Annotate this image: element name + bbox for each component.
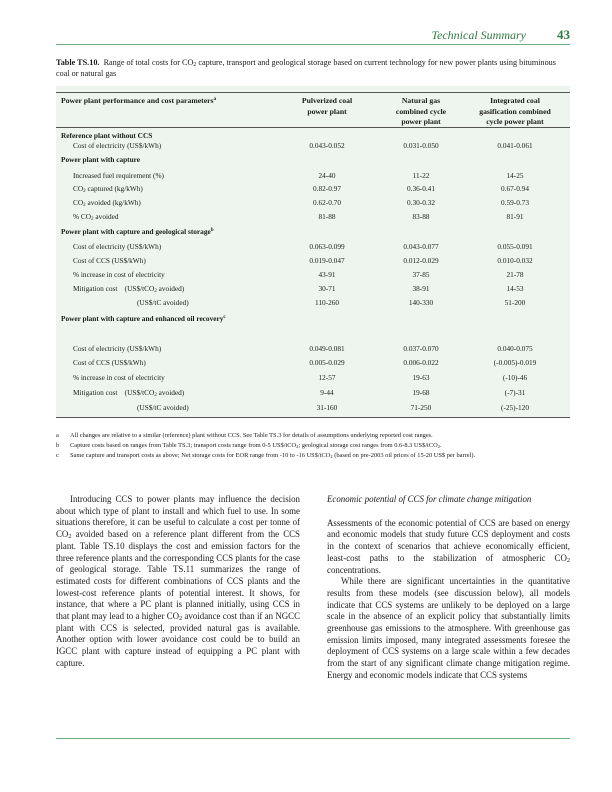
left-paragraph [56,494,300,670]
cell-igcc: (-7)-31 [504,388,526,397]
col-header-param-sup: a [213,96,217,102]
col-header-igcc-line1: Integrated coal [490,96,540,105]
left-p1-sub2: 2 [179,615,183,623]
footnote-c [56,452,570,461]
row-label: Cost of electricity (US$/kWh) [73,344,162,353]
caption-sub: 2 [193,62,197,68]
section-capture: Power plant with capture [61,155,140,164]
col-header-param [61,96,281,107]
body-right-column [327,494,570,682]
table-header-rule [56,127,570,128]
cell-pc: 0.019-0.047 [309,256,345,265]
cell-igcc: 0.010-0.032 [497,256,533,265]
col-header-param-text: Power plant performance and cost parameters [61,96,214,105]
footnote-text-b: ; geological storage cost ranges from 0.6-8.3 US$/tCO [298,441,438,449]
row-label: Cost of electricity (US$/kWh) [73,242,162,251]
cell-pc: 43-91 [318,270,336,279]
row-label: (US$/tC avoided) [137,403,189,412]
footnote-text-c: . [439,441,442,449]
footer-rule [56,738,570,739]
footnote-sub: 2 [296,443,299,449]
cell-ngcc: 0.30-0.32 [407,198,435,207]
table-label: Table TS.10. [56,58,100,67]
cell-igcc: (-10)-46 [502,373,528,382]
footnote-text: All changes are relative to a similar (reference) plant without CCS. See Table TS.3 for details of assumptions underlying reported cost ranges. [70,432,433,439]
cell-pc: 0.043-0.052 [309,141,345,150]
section-eor-sup: c [223,314,226,320]
page-number: 43 [557,27,570,42]
col-header-igcc [458,96,572,128]
row-label [73,212,119,222]
row-label-a: CO [73,198,84,207]
cell-pc: 9-44 [320,388,334,397]
row-label-b: avoided (kg/kWh) [85,198,141,207]
cell-pc: 110-260 [314,298,340,307]
cell-igcc: 21-78 [506,270,524,279]
cell-ngcc: 71-250 [410,403,432,412]
cell-pc: 12-57 [318,373,336,382]
cell-pc: 0.62-0.70 [313,198,341,207]
section-reference-plant: Reference plant without CCS [61,131,153,140]
row-label-sub: 2 [154,392,157,398]
footnote-sub: 2 [437,443,440,449]
row-label-sub: 2 [83,188,86,194]
row-label: Cost of CCS (US$/kWh) [73,256,146,265]
caption-text-b: capture, transport and geological storage based on current technology for new power plants using bituminous coal or natural gas [56,58,556,78]
row-label: (US$/tC avoided) [137,298,189,307]
row-label-b: avoided [93,212,119,221]
caption-text-a: Range of total costs for CO [103,58,194,67]
running-title: Technical Summary [431,28,526,42]
cell-igcc: 51-200 [504,298,526,307]
footnote-symbol: c [56,451,59,459]
cell-ngcc: 0.037-0.070 [403,344,439,353]
footnote-symbol: a [56,432,59,439]
col-header-ngcc-line1: Natural gas [401,96,441,105]
cell-ngcc: 11-22 [412,171,430,180]
body-left-column [56,494,300,670]
cell-ngcc: 0.043-0.077 [403,242,439,251]
row-label [73,284,184,294]
cell-ngcc: 38-91 [412,284,430,293]
table-bottom-rule [56,417,570,418]
footnote-b [56,442,570,451]
row-label-sub: 2 [154,288,157,294]
cell-pc: 0.005-0.029 [309,358,345,367]
footnote-symbol: b [56,441,60,449]
footnote-text-b: (based on pre-2003 oil prices of 15-20 US$ per barrel). [332,451,476,459]
left-p1-b: avoided based on a reference plant different from the CCS plant. Table TS.10 displays the cost and emission factors for the three reference plants and the corresponding CCS plants for the case of geological storage. Table TS.11 summarizes the range of estimated costs for different combinations of CCS plants and the lowest-cost reference plants of potential interest. It shows, for instance, that where a PC plant is planned initially, using CCS in that plant may lead to a higher CO [56,529,300,622]
cell-pc: 0.049-0.081 [309,344,345,353]
row-label: % increase in cost of electricity [73,373,165,382]
row-label-a: CO [73,184,84,193]
row-label [73,184,143,194]
row-label-a: % CO [73,212,92,221]
cell-ngcc: 83-88 [412,212,430,221]
left-p1-sub: 2 [68,533,72,541]
page-header [56,28,570,44]
row-label: Increased fuel requirement (%) [73,171,164,180]
row-label: Cost of CCS (US$/kWh) [73,358,146,367]
cell-igcc: 0.67-0.94 [501,184,529,193]
section-enhanced-oil-recovery [61,314,251,324]
section-geological-text: Power plant with capture and geological storage [61,227,211,236]
section-heading: Economic potential of CCS for climate change mitigation [327,494,532,504]
cell-ngcc: 140-330 [408,298,434,307]
cell-ngcc: 0.36-0.41 [407,184,435,193]
table-footnotes [56,432,570,461]
col-header-pc-line2: power plant [307,106,347,116]
section-geological-sup: b [210,227,214,233]
cell-pc: 31-160 [316,403,338,412]
col-header-igcc-line3: cycle power plant [486,117,544,126]
cell-igcc: (-25)-120 [501,403,529,412]
right-p1-a: Assessments of the economic potential of CCS are based on energy and economic models that study future CCS deployment and costs in the context of scenarios that achieve economically efficient, least-cost paths to the stabilization of atmospheric CO [327,517,570,563]
header-rule [56,44,570,45]
cell-ngcc: 19-68 [412,388,430,397]
right-paragraph-2: While there are significant uncertainties in the quantitative results from these models (see discussion below), all models indicate that CCS systems are unlikely to be deployed on a large scale in the absence of an explicit policy that substantially limits greenhouse gas emissions to the atmosphere. With greenhouse gas emission limits imposed, many integrated assessments foresee the deployment of CCS systems on a large scale within a few decades from the start of any significant climate change mitigation regime. Energy and economic models indicate that CCS systems [327,576,570,680]
cell-igcc: 0.041-0.061 [497,141,533,150]
footnote-text-a: Same capture and transport costs as above; Net storage costs for EOR range from -10 to -16 US$/tCO [70,451,331,459]
row-label-sub: 2 [83,202,86,208]
row-label-sub: 2 [91,216,94,222]
right-p1-sub: 2 [566,556,570,564]
cell-ngcc: 19-63 [412,373,430,382]
footnote-text-a: Capture costs based on ranges from Table TS.3; transport costs range from 0-5 US$/tCO [70,441,297,449]
cell-pc: 24-40 [318,171,336,180]
row-label [73,388,184,398]
cell-igcc: 0.055-0.091 [497,242,533,251]
row-label-b: captured (kg/kWh) [85,184,143,193]
right-p1-b: concentrations. [327,564,381,575]
row-label-b: avoided) [156,284,185,293]
section-eor-text: Power plant with capture and enhanced oil recovery [61,314,224,323]
cell-pc: 30-71 [318,284,336,293]
section-geological-storage [61,227,214,237]
cell-igcc: 81-91 [506,212,524,221]
row-label: % increase in cost of electricity [73,270,165,279]
row-label [73,198,141,208]
footnote-sub: 2 [330,453,333,459]
row-label-b: avoided) [156,388,185,397]
cell-pc: 0.82-0.97 [313,184,341,193]
cell-ngcc: 0.006-0.022 [403,358,439,367]
cell-igcc: 14-53 [506,284,524,293]
col-header-ngcc-line2: combined cycle [395,106,447,116]
cell-ngcc: 0.031-0.050 [403,141,439,150]
row-label-a: Mitigation cost (US$/tCO [73,388,155,397]
cell-igcc: (-0.005)-0.019 [493,358,537,367]
cell-igcc: 0.59-0.73 [501,198,529,207]
cell-igcc: 0.040-0.075 [497,344,533,353]
left-p1-c: avoidance cost than if an NGCC plant with CCS is selected, provided natural gas is available. Another option with lower avoidance cost could be to build an IGCC plant with capture instead of equipping a PC plant with capture. [56,611,300,668]
cell-ngcc: 0.012-0.029 [403,256,439,265]
cell-igcc: 14-25 [506,171,524,180]
left-p1-a: Introducing CCS to power plants may influence the decision about which type of plant to install and which fuel to use. In some situations therefore, it can be useful to calculate a cost per tonne of CO [56,494,300,540]
footnote-a [56,432,570,441]
cell-ngcc: 37-85 [412,270,430,279]
row-label-a: Mitigation cost (US$/tCO [73,284,155,293]
cell-pc: 0.063-0.099 [309,242,345,251]
col-header-igcc-line2: gasification combined [479,106,551,116]
cell-pc: 81-88 [318,212,336,221]
row-label: Cost of electricity (US$/kWh) [73,141,162,150]
right-paragraph-1 [327,518,570,577]
col-header-pc-line1: Pulverized coal [301,96,353,105]
table-caption [56,57,570,79]
col-header-ngcc-line3: power plant [401,117,441,126]
table-top-rule [56,92,570,93]
